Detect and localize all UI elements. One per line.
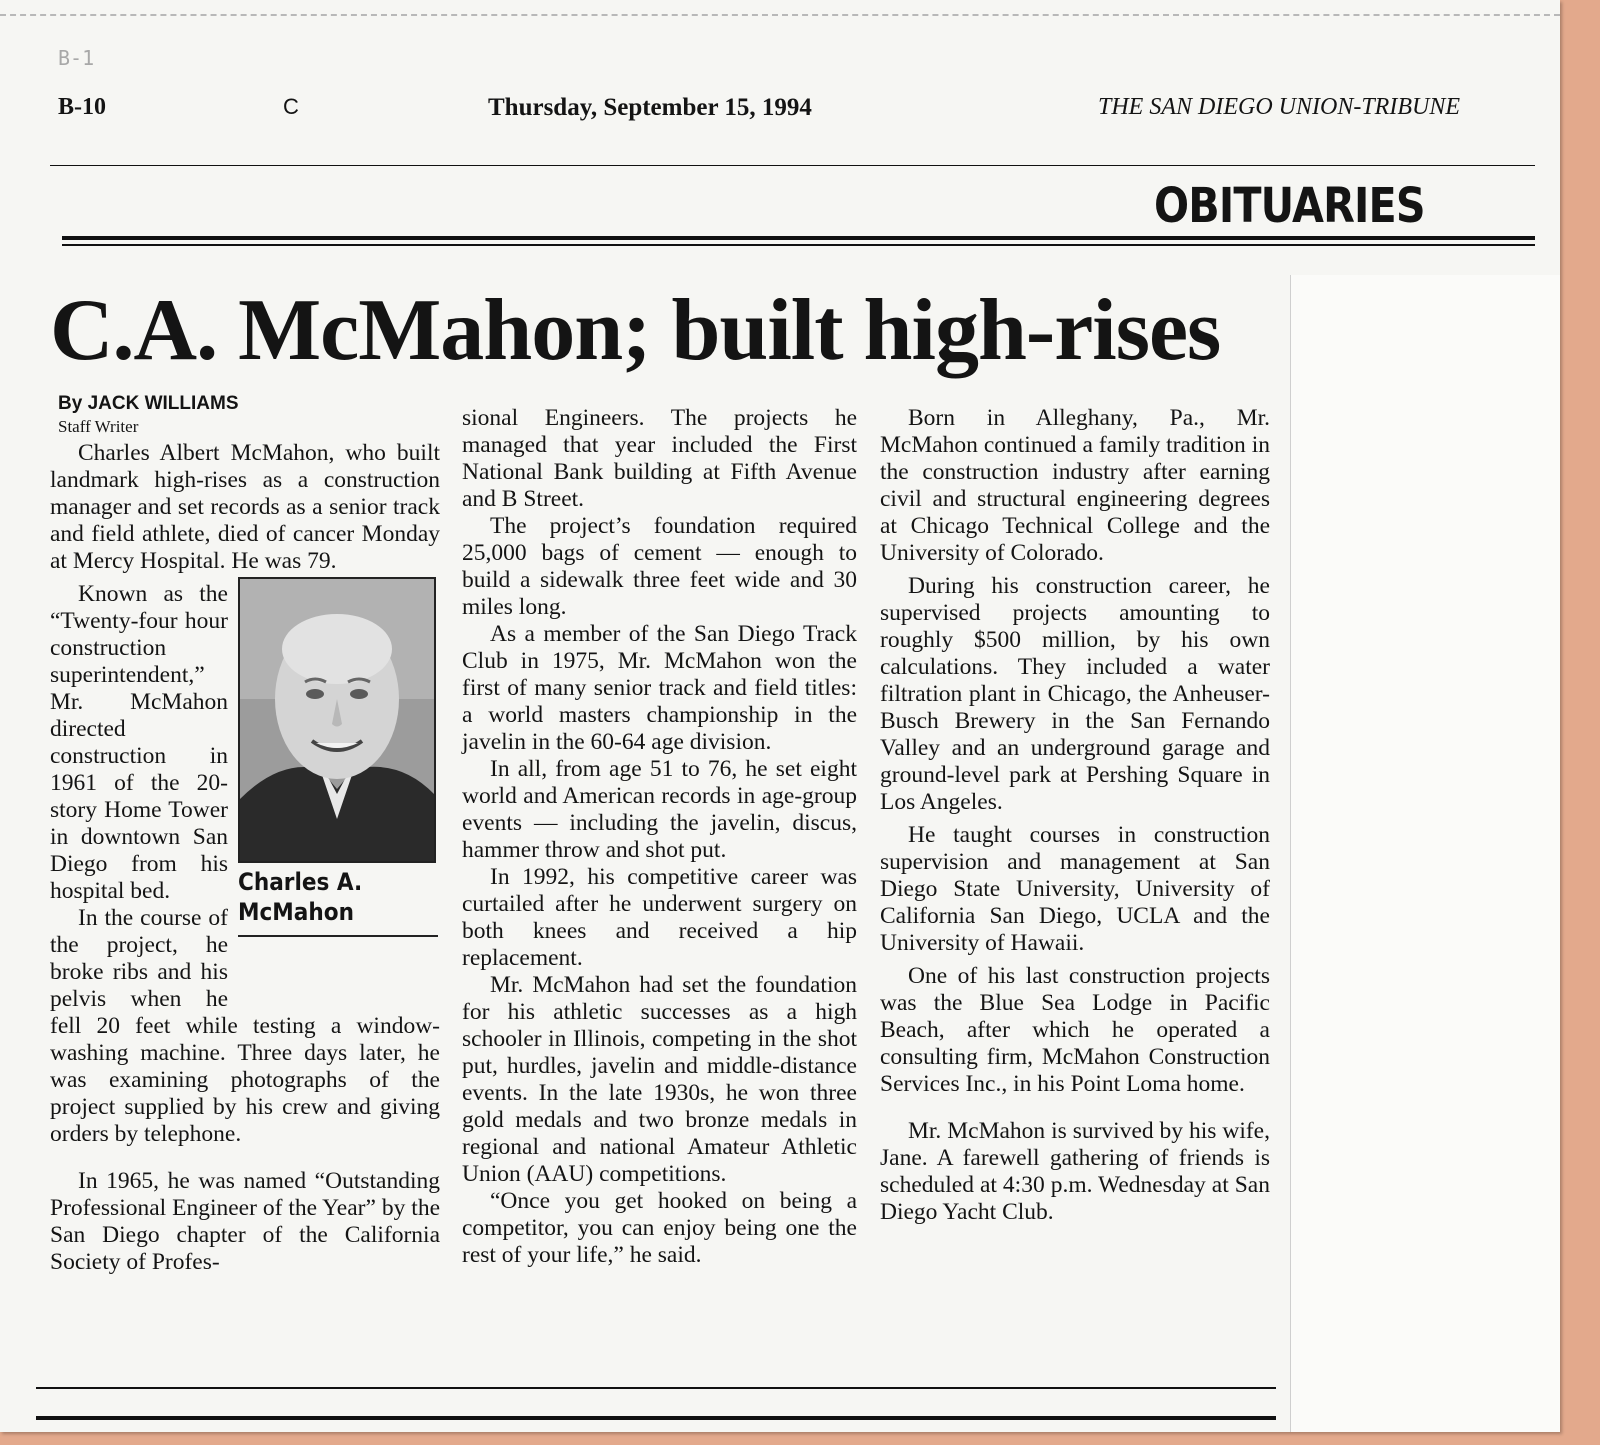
newspaper-name: THE SAN DIEGO UNION-TRIBUNE xyxy=(1098,94,1460,120)
section-rule-top xyxy=(62,236,1535,240)
clipping-margin xyxy=(1290,275,1560,1432)
paragraph: The project’s foundation required 25,000 bags of cement — enough to build a sidewalk three feet wide and 30 miles long. xyxy=(462,513,857,620)
faded-page-mark: B-1 xyxy=(58,46,95,70)
paragraph: In the course of the project, he broke ribs and his pelvis when he fell 20 feet while testing a window-washing machine. Three days later, he was examining photographs of the project supplied by his crew and giving orders by telephone. xyxy=(50,905,440,1147)
paragraph: In all, from age 51 to 76, he set eight world and American records in age-group events — including the javelin, discus, hammer throw and shot put. xyxy=(462,756,857,863)
paragraph: Mr. McMahon is survived by his wife, Jane. A farewell gathering of friends is scheduled at 4:30 p.m. Wednesday at San Diego Yacht Club. xyxy=(880,1118,1270,1225)
section-rule-bottom xyxy=(62,244,1535,246)
paragraph: Mr. McMahon had set the foundation for his athletic successes as a high schooler in Illinois, competing in the shot put, hurdles, javelin and middle-distance events. In the late 1930s, he won three gold medals and two bronze medals in regional and national Amateur Athletic Union (AAU) competitions. xyxy=(462,972,857,1187)
byline: By JACK WILLIAMS xyxy=(58,393,239,414)
issue-date: Thursday, September 15, 1994 xyxy=(488,94,812,121)
headline: C.A. McMahon; built high-rises xyxy=(50,282,1221,379)
paragraph: “Once you get hooked on being a competitor, you can enjoy being one the rest of your life,” he said. xyxy=(462,1188,857,1268)
portrait-illustration xyxy=(240,579,434,861)
portrait-photo xyxy=(238,577,436,863)
byline-role: Staff Writer xyxy=(58,417,139,436)
paragraph: He taught courses in construction supervision and management at San Diego State University, University of California San Diego, UCLA and the University of Hawaii. xyxy=(880,822,1270,956)
photo-block xyxy=(238,577,440,985)
section-title: OBITUARIES xyxy=(1154,178,1425,234)
paragraph: As a member of the San Diego Track Club in 1975, Mr. McMahon won the first of many senior track and field titles: a world masters championship in the javelin in the 60-64 age division. xyxy=(462,621,857,755)
paragraph: In 1992, his competitive career was curtailed after he underwent surgery on both knees and received a hip replacement. xyxy=(462,864,857,971)
column-2 xyxy=(462,405,857,1269)
paragraph: One of his last construction projects was the Blue Sea Lodge in Pacific Beach, after which he operated a consulting firm, McMahon Construction Services Inc., in his Point Loma home. xyxy=(880,963,1270,1097)
page-number: B-10 xyxy=(58,94,106,120)
paragraph: Charles Albert McMahon, who built landmark high-rises as a construction manager and set records as a senior track and field athlete, died of cancer Monday at Mercy Hospital. He was 79. xyxy=(50,440,440,574)
header-rule xyxy=(50,165,1535,166)
photo-caption xyxy=(238,867,420,927)
column-3 xyxy=(880,405,1270,1226)
caption-rule xyxy=(238,935,438,937)
paragraph: In 1965, he was named “Outstanding Professional Engineer of the Year” by the San Diego chapter of the California Society of Profes- xyxy=(50,1168,440,1275)
column-1 xyxy=(50,440,440,1276)
paragraph: Born in Alleghany, Pa., Mr. McMahon continued a family tradition in the construction industry after earning civil and structural engineering degrees at Chicago Technical College and the University of Colorado. xyxy=(880,405,1270,566)
footer-rule-top xyxy=(36,1387,1276,1389)
paragraph: During his construction career, he supervised projects amounting to roughly $500 million, by his own calculations. They included a water filtration plant in Chicago, the Anheuser-Busch Brewery in the San Fernando Valley and an underground garage and ground-level park at Pershing Square in Los Angeles. xyxy=(880,573,1270,815)
photo-caption-first: Charles A. xyxy=(238,868,363,896)
edition-letter: C xyxy=(283,94,299,119)
paragraph: Known as the “Twenty-four hour construction superintendent,” Mr. McMahon directed construction in 1961 of the 20-story Home Tower in downtown San Diego from his hospital bed. xyxy=(50,581,228,904)
perforated-edge xyxy=(0,0,1560,16)
footer-rule-bottom xyxy=(36,1416,1276,1420)
photo-caption-last: McMahon xyxy=(238,898,354,926)
paragraph: sional Engineers. The projects he managed that year included the First National Bank building at Fifth Avenue and B Street. xyxy=(462,405,857,512)
